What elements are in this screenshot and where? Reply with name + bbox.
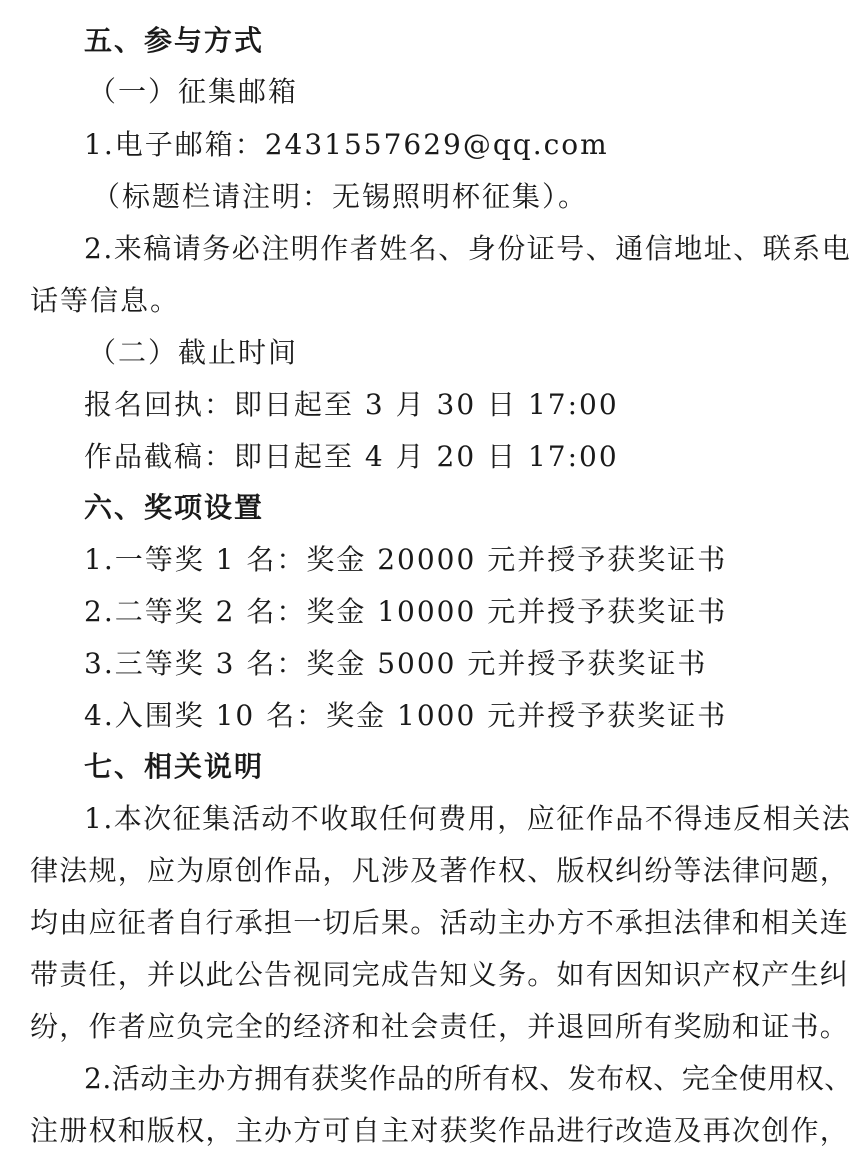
deadline-signup: 报名回执：即日起至 3 月 30 日 17:00	[84, 388, 619, 421]
notes-paragraph-1-line: 纷，作者应负完全的经济和社会责任，并退回所有奖励和证书。	[30, 1010, 850, 1043]
notes-paragraph-1-line: 带责任，并以此公告视同完成告知义务。如有因知识产权产生纠	[30, 958, 850, 991]
prize-item: 3.三等奖 3 名：奖金 5000 元并授予获奖证书	[84, 647, 708, 680]
deadline-works: 作品截稿：即日起至 4 月 20 日 17:00	[84, 440, 619, 473]
submission-info-line-1: 2.来稿请务必注明作者姓名、身份证号、通信地址、联系电	[84, 232, 852, 265]
subsection-deadline-heading: （二）截止时间	[88, 336, 299, 369]
prize-item: 1.一等奖 1 名：奖金 20000 元并授予获奖证书	[84, 543, 728, 576]
section-7-heading: 七、相关说明	[84, 750, 265, 783]
notes-paragraph-2-line: 注册权和版权，主办方可自主对获奖作品进行改造及再次创作，	[30, 1114, 850, 1147]
subsection-email-heading: （一）征集邮箱	[88, 75, 299, 108]
prize-item: 2.二等奖 2 名：奖金 10000 元并授予获奖证书	[84, 595, 728, 628]
notes-paragraph-2-line: 2.活动主办方拥有获奖作品的所有权、发布权、完全使用权、	[84, 1062, 853, 1095]
notes-paragraph-1-line: 均由应征者自行承担一切后果。活动主办方不承担法律和相关连	[30, 906, 850, 939]
section-6-heading: 六、奖项设置	[84, 491, 265, 524]
notes-paragraph-1-line: 律法规，应为原创作品，凡涉及著作权、版权纠纷等法律问题，	[30, 854, 850, 887]
email-line: 1.电子邮箱：2431557629@qq.com	[84, 128, 609, 161]
email-title-note: （标题栏请注明：无锡照明杯征集）。	[92, 180, 589, 213]
section-5-heading: 五、参与方式	[84, 24, 265, 57]
prize-item: 4.入围奖 10 名：奖金 1000 元并授予获奖证书	[84, 699, 728, 732]
submission-info-line-2: 话等信息。	[30, 284, 181, 317]
notes-paragraph-1-line: 1.本次征集活动不收取任何费用，应征作品不得违反相关法	[84, 802, 852, 835]
